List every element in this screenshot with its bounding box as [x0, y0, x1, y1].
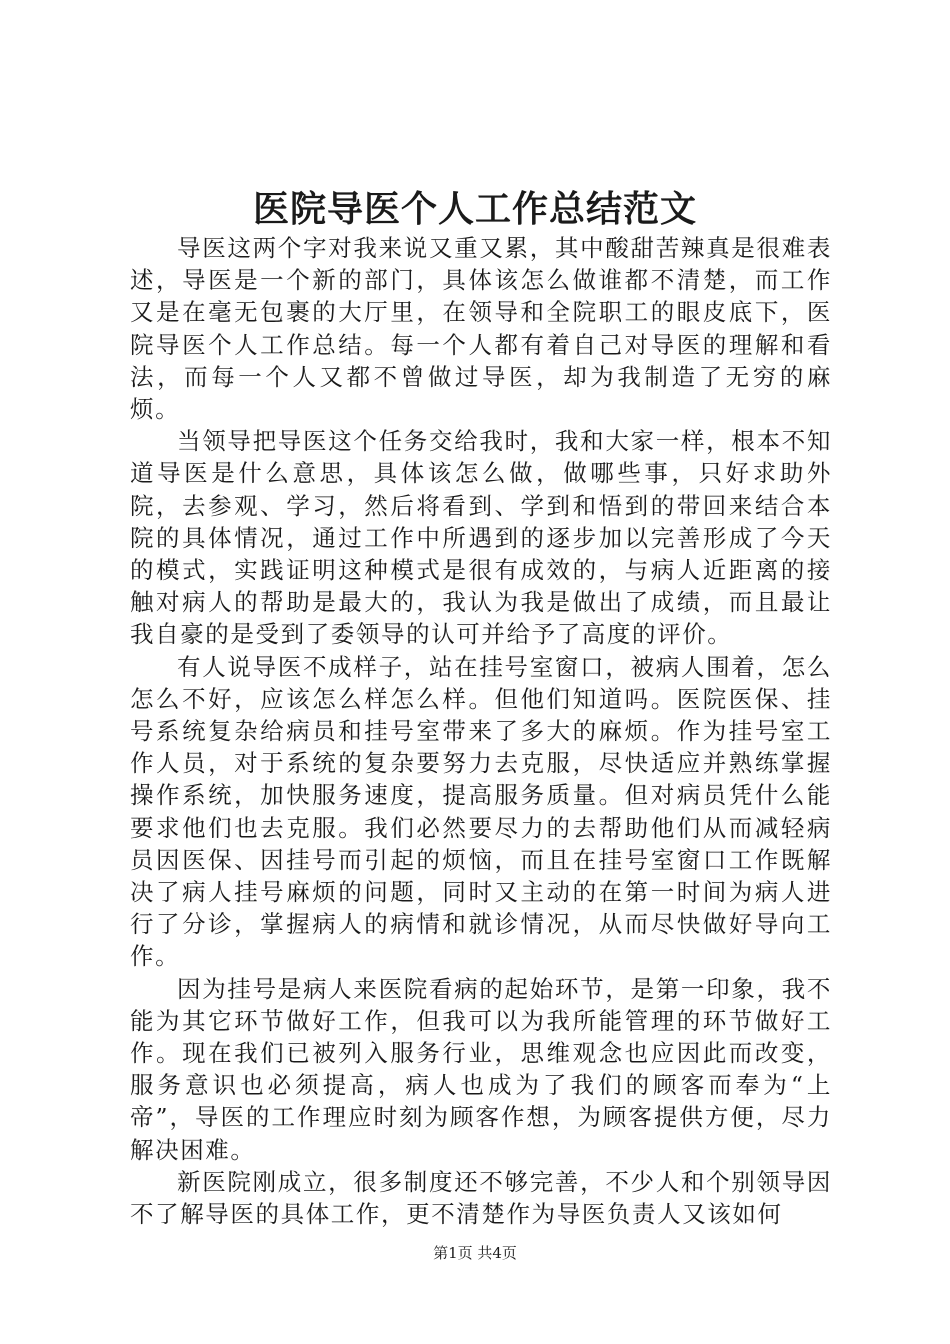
- paragraph-2: 当领导把导医这个任务交给我时，我和大家一样，根本不知道导医是什么意思，具体该怎么做，做哪些事，只好求助外院，去参观、学习，然后将看到、学到和悟到的带回来结合本院的具体情况，通过工作中所遇到的逐步加以完善形成了今天的模式，实践证明这种模式是很有成效的，与病人近距离的接触对病人的帮助是最大的，我认为我是做出了成绩，而且最让我自豪的是受到了委领导的认可并给予了高度的评价。: [130, 427, 832, 649]
- document-title: 医院导医个人工作总结范文: [252, 188, 697, 230]
- page-number-footer: 第1页 共4页: [433, 1244, 517, 1262]
- document-body: [130, 232, 832, 1230]
- paragraph-5: 新医院刚成立，很多制度还不够完善，不少人和个别领导因不了解导医的具体工作，更不清楚作为导医负责人又该如何: [130, 1167, 832, 1229]
- paragraph-3: 有人说导医不成样子，站在挂号室窗口，被病人围着，怎么怎么不好，应该怎么样怎么样。但他们知道吗。医院医保、挂号系统复杂给病员和挂号室带来了多大的麻烦。作为挂号室工作人员，对于系统的复杂要努力去克服，尽快适应并熟练掌握操作系统，加快服务速度，提高服务质量。但对病员凭什么能要求他们也去克服。我们必然要尽力的去帮助他们从而减轻病员因医保、因挂号而引起的烦恼，而且在挂号室窗口工作既解决了病人挂号麻烦的问题，同时又主动的在第一时间为病人进行了分诊，掌握病人的病情和就诊情况，从而尽快做好导向工作。: [130, 652, 832, 971]
- paragraph-1: 导医这两个字对我来说又重又累，其中酸甜苦辣真是很难表述，导医是一个新的部门，具体该怎么做谁都不清楚，而工作又是在毫无包裹的大厅里，在领导和全院职工的眼皮底下，医院导医个人工作总结。每一个人都有着自己对导医的理解和看法，而每一个人又都不曾做过导医，却为我制造了无穷的麻烦。: [130, 234, 832, 424]
- paragraph-4: 因为挂号是病人来医院看病的起始环节，是第一印象，我不能为其它环节做好工作，但我可以为我所能管理的环节做好工作。现在我们已被列入服务行业，思维观念也应因此而改变，服务意识也必须提高，病人也成为了我们的顾客而奉为“上帝”，导医的工作理应时刻为顾客作想，为顾客提供方便，尽力解决困难。: [130, 974, 832, 1164]
